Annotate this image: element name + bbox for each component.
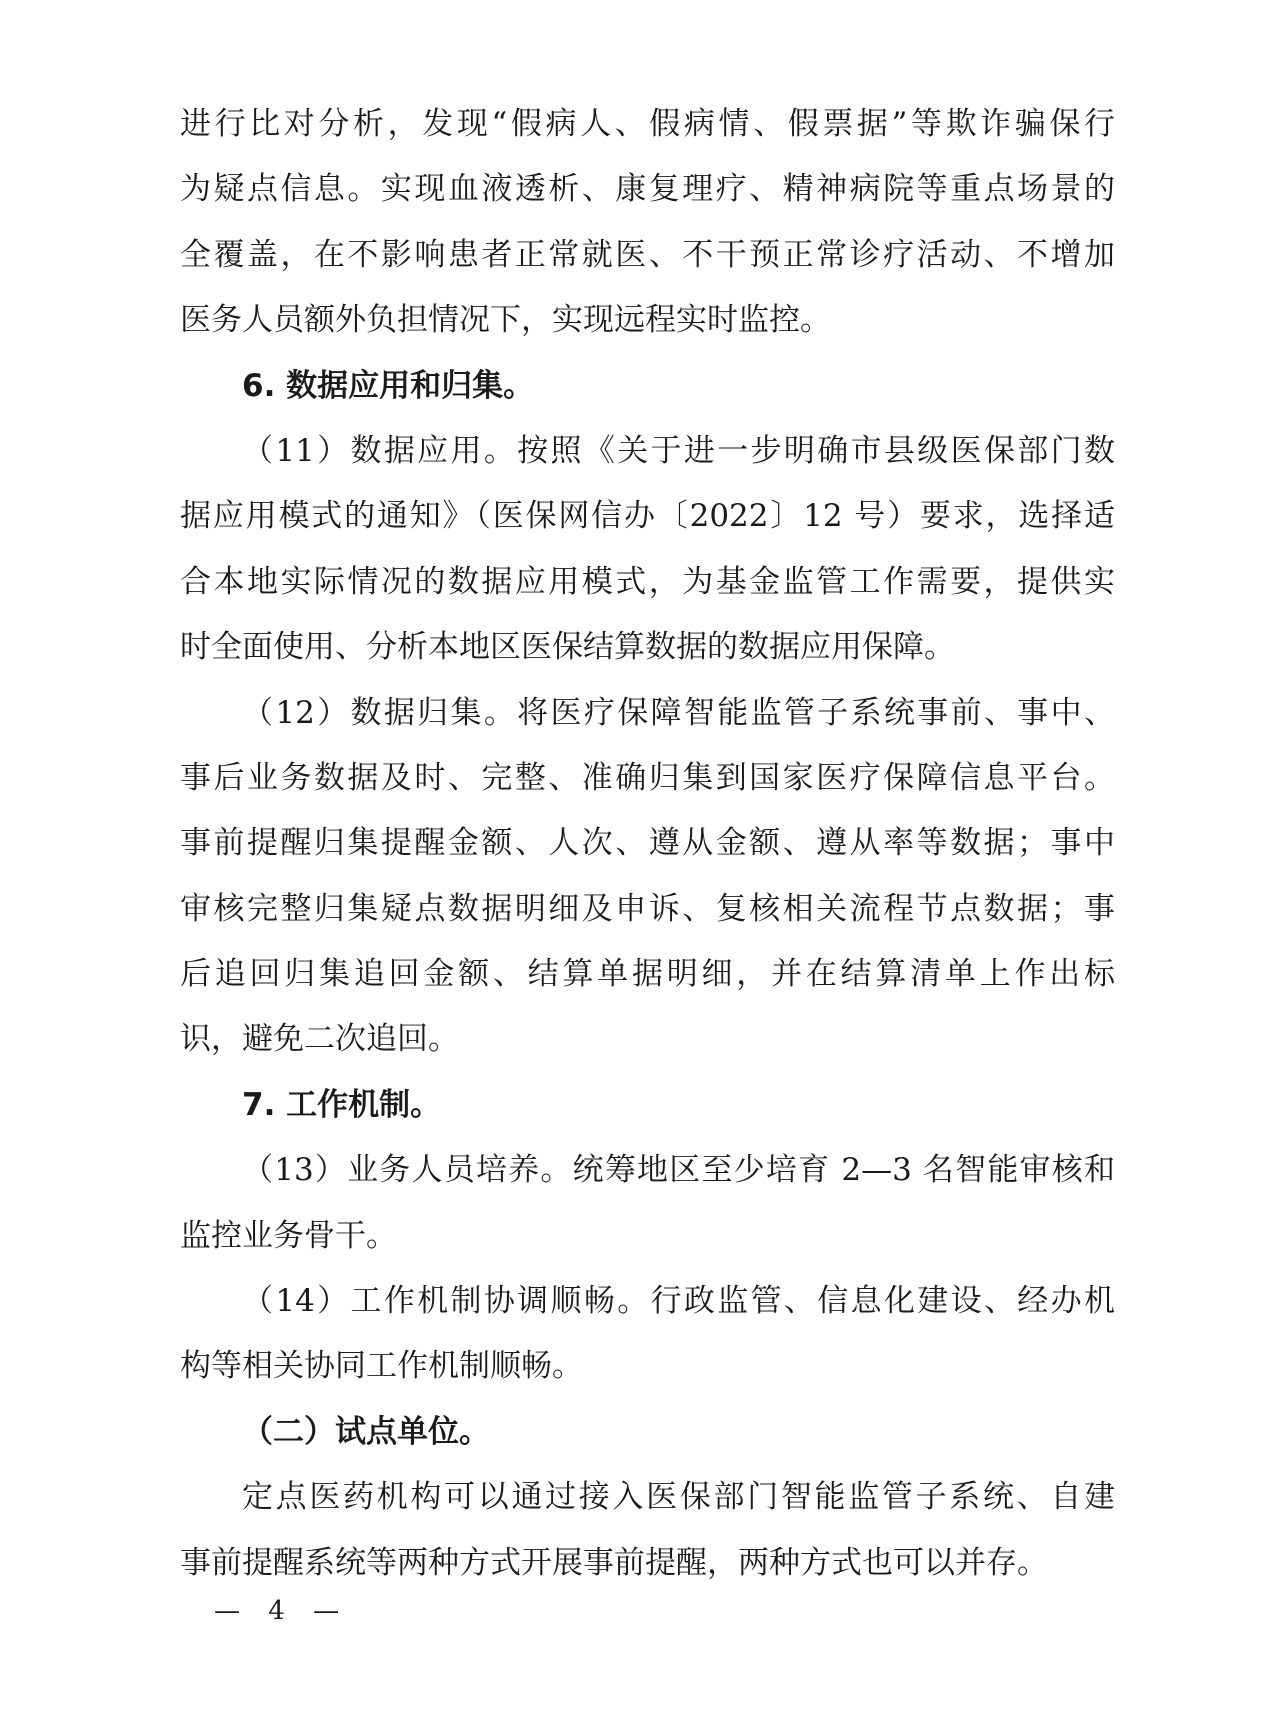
paragraph-last-line: 事前提醒系统等两种方式开展事前提醒，两种方式也可以并存。 (180, 1544, 1048, 1581)
paragraph-line: 全覆盖，在不影响患者正常就医、不干预正常诊疗活动、不增加 (180, 236, 1115, 273)
paragraph-first-line: （11）数据应用。按照《关于进一步明确市县级医保部门数 (242, 432, 1115, 469)
paragraph-last-line: 识，避免二次追回。 (180, 1021, 459, 1058)
document-body (180, 92, 1115, 1596)
paragraph-last-line: 构等相关协同工作机制顺畅。 (180, 1348, 583, 1385)
section-heading: （二）试点单位。 (242, 1413, 490, 1450)
paragraph-line: 进行比对分析，发现“假病人、假病情、假票据”等欺诈骗保行 (180, 106, 1115, 142)
paragraph-line: 据应用模式的通知》（医保网信办〔2022〕12 号）要求，选择适 (180, 498, 1115, 535)
paragraph-line: 合本地实际情况的数据应用模式，为基金监管工作需要，提供实 (180, 563, 1115, 600)
paragraph-first-line: （12）数据归集。将医疗保障智能监管子系统事前、事中、 (242, 694, 1115, 731)
paragraph-line: 事后业务数据及时、完整、准确归集到国家医疗保障信息平台。 (180, 759, 1115, 796)
paragraph-line: 后追回归集追回金额、结算单据明细，并在结算清单上作出标 (180, 956, 1115, 993)
paragraph-first-line: （13）业务人员培养。统筹地区至少培育 2—3 名智能审核和 (242, 1152, 1115, 1189)
page-number: — 4 — (214, 1596, 350, 1626)
section-heading: 7. 工作机制。 (242, 1086, 442, 1123)
paragraph-last-line: 医务人员额外负担情况下，实现远程实时监控。 (180, 302, 831, 339)
paragraph-first-line: 定点医药机构可以通过接入医保部门智能监管子系统、自建 (242, 1479, 1115, 1516)
paragraph-last-line: 时全面使用、分析本地区医保结算数据的数据应用保障。 (180, 629, 955, 666)
paragraph-line: 为疑点信息。实现血液透析、康复理疗、精神病院等重点场景的 (180, 171, 1115, 208)
paragraph-line: 审核完整归集疑点数据明细及申诉、复核相关流程节点数据；事 (180, 890, 1115, 927)
paragraph-last-line: 监控业务骨干。 (180, 1217, 397, 1254)
paragraph-first-line: （14）工作机制协调顺畅。行政监管、信息化建设、经办机 (242, 1283, 1115, 1320)
section-heading: 6. 数据应用和归集。 (242, 367, 535, 404)
document-page (180, 92, 1115, 1596)
paragraph-line: 事前提醒归集提醒金额、人次、遵从金额、遵从率等数据；事中 (180, 825, 1115, 862)
